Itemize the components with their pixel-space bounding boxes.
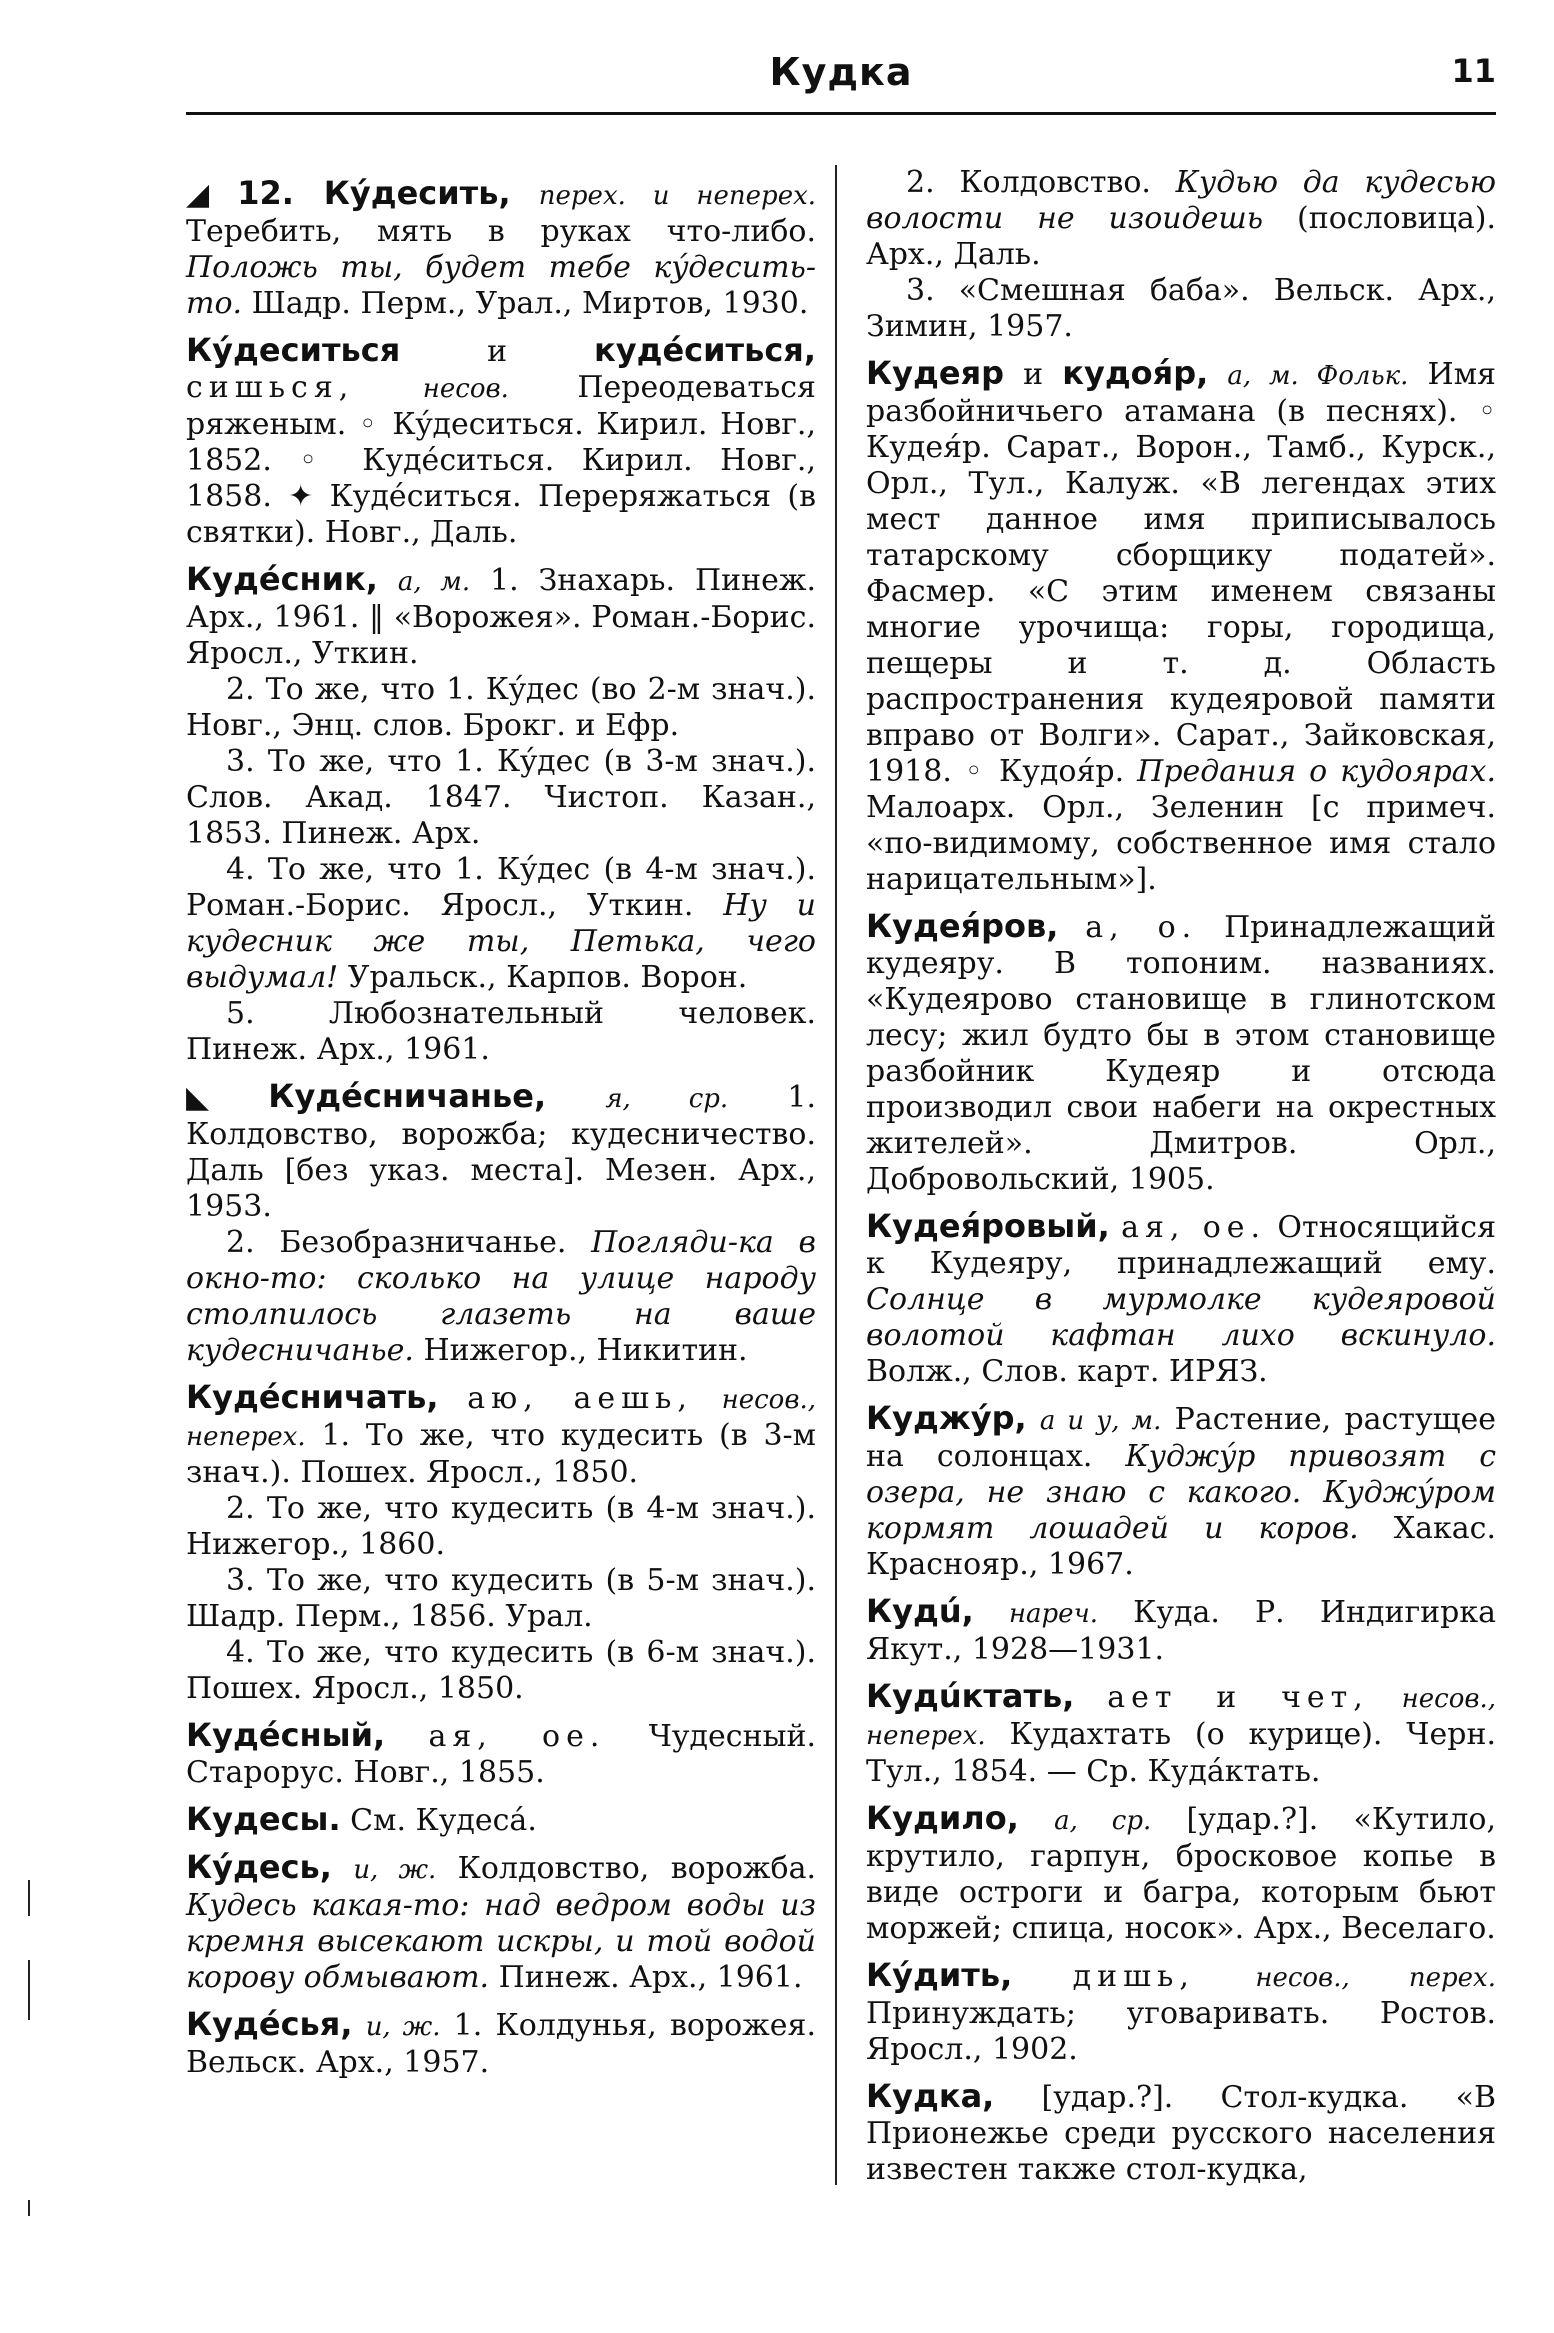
dictionary-entry [866,355,1496,898]
entry-sense [186,744,816,852]
source-reference: Волж., Слов. карт. ИРЯЗ. [866,1354,1268,1389]
source-reference: Уральск., Карпов. Ворон. [347,960,748,995]
sense-text: 2. То же, что кудесить (в 4-м знач.). Нижегор., 1860. [186,1491,816,1562]
grammar-label: а, м. [397,567,471,597]
definition: См. Кудесá. [350,1803,537,1838]
grammar-label: перех. и неперех. [538,181,817,211]
margin-tick [28,1960,30,2020]
inflection-forms: ая, ое. [1121,1210,1267,1245]
dictionary-entry [866,1800,1496,1947]
definition: Относящийся к Кудеяру, принадлежащий ему. [866,1210,1496,1281]
usage-example: Солнце в мурмолке кудеяровой волотой кафтан лихо вскинуло. [866,1282,1496,1353]
sense-text: 4. То же, что 1. Кýдес (в 4-м знач.). Роман.-Борис. Яросл., Уткин. [186,852,816,923]
dictionary-entry [186,2006,816,2081]
entry-sense [186,996,816,1068]
definition: Кудахтать (о курице). Черн. Тул., 1854. — Ср. Кудáктать. [866,1717,1496,1789]
sense-text: 3. «Смешная баба». Вельск. Арх., Зимин, 1957. [866,273,1496,344]
entry-sense [186,1635,816,1707]
definition: 1. Колдовство, ворожба; кудесничество. Даль [без указ. места]. Мезен. Арх., 1953. [186,1080,817,1224]
inflection-forms: ает и чет, [1107,1680,1369,1715]
dictionary-entry [186,332,816,551]
dictionary-entry [866,908,1496,1198]
grammar-label: несов., неперех. [186,1385,816,1452]
dictionary-entry [186,1078,816,1225]
definition: [удар.?]. «Кутило, крутило, гарпун, бросковое копье в виде остроги и багра, которым бьют моржей; спица, носок». Арх., Веселаго. [866,1802,1496,1946]
margin-tick [28,2200,30,2216]
dictionary-entry [186,175,816,322]
usage-example: Кудью да кудесью волости не изоидешь [866,165,1496,236]
sense-text: 3. То же, что кудесить (в 5-м знач.). Шадр. Перм., 1856. Урал. [186,1563,816,1634]
dictionary-entry [866,1678,1496,1790]
usage-example: Предания о кудоярах. [1137,754,1496,789]
page-number: 11 [1451,52,1496,90]
definition: Теребить, мять в руках что-либо. [186,214,816,249]
sense-text: 2. Безобразничанье. [226,1225,567,1260]
inflection-forms: аю, аешь, [467,1381,693,1416]
headword: Кудéсник, [186,560,378,598]
headword: Кýдить, [866,1956,1013,1994]
dictionary-entry [866,1593,1496,1668]
headword-variant: кудéситься, [594,331,816,369]
grammar-label: несов., неперех. [866,1684,1497,1751]
source-reference: Шадр. Перм., Урал., Миртов, 1930. [251,286,809,321]
inflection-forms: дишь, [1072,1959,1195,1994]
dictionary-entry [186,1849,816,1996]
headword: Кудéсничанье, [268,1077,547,1115]
entry-sense [866,273,1496,345]
sense-text: 4. То же, что кудесить (в 6-м знач.). Пошех. Яросл., 1850. [186,1635,816,1706]
source-reference: Пинеж. Арх., 1961. [498,1960,803,1995]
usage-example: Ну и кудесник же ты, Петька, чего выдумал! [186,888,816,995]
entry-sense [186,1563,816,1635]
headword: Кудéсничать, [186,1378,439,1416]
headword: Кудка, [866,2077,995,2115]
headword: Кудéсный, [186,1716,386,1754]
entry-sense [866,165,1496,273]
source-reference: Хакас. Краснояр., 1967. [866,1511,1496,1582]
headword: Кýдеситься [186,331,401,369]
usage-example: Погляди-ка в окно-то: сколько на улице народу столпилось глазеть на ваше кудесничанье. [186,1225,816,1368]
inflection-forms: ая, ое. [428,1719,606,1754]
grammar-label: а, ср. [1054,1806,1152,1836]
inflection-forms: сишься, [186,370,355,405]
grammar-label: несов. [422,374,509,404]
definition: Переодеваться ряженым. ◦ Кýдеситься. Кирил. Новг., 1852. ◦ Кудéситься. Кирил. Новг., 1858. ✦ Кудéситься. Переряжаться (в святки). Новг., Даль. [186,370,816,550]
entry-sense [186,852,816,996]
source-reference: Малоарх. Орл., Зеленин [с примеч. «по-видимому, собственное имя стало нарицательным»]. [866,790,1496,897]
grammar-label: нареч. [1008,1599,1099,1629]
dictionary-entry [186,1717,816,1791]
dictionary-entry [186,1801,816,1839]
definition: 1. То же, что кудесить (в 3-м знач.). Пошех. Яросл., 1850. [186,1418,817,1490]
dictionary-entry [186,1379,816,1491]
headword: Кудило, [866,1799,1019,1837]
usage-example: Положь ты, будет тебе кýдесить-то. [186,250,816,321]
source-reference: Нижегор., Никитин. [423,1333,748,1368]
headword-variant: кудоя́р, [1062,354,1209,392]
grammar-label: и, ж. [365,2012,441,2042]
headword: Кудéсья, [186,2005,353,2043]
left-column [186,165,816,2081]
usage-example: Куджýр привозят с озера, не знаю с какого. Куджýром кормят лошадей и коров. [866,1439,1496,1546]
definition: Растение, растущее на солонцах. [866,1402,1496,1474]
entry-marker-icon: ◢ [186,177,210,212]
headword: Кудесы. [186,1800,341,1838]
grammar-label: я, ср. [605,1084,729,1114]
grammar-label: и, ж. [353,1855,437,1885]
dictionary-entry [866,1400,1496,1583]
headword: Кýдесь, [186,1848,332,1886]
page-header [186,50,1496,112]
grammar-label: несов., перех. [1255,1963,1496,1993]
definition: Чудесный. Старорус. Новг., 1855. [186,1719,816,1790]
margin-tick [28,1880,30,1916]
dictionary-entry [866,1957,1496,2068]
entry-sense [186,672,816,744]
source-reference: (пословица). Арх., Даль. [866,201,1496,272]
dictionary-entry [866,2078,1496,2188]
headword: Кудú, [866,1592,974,1630]
headword: Кудея́ров, [866,907,1059,945]
entry-sense [186,1225,816,1369]
definition: Куда. Р. Индигирка Якут., 1928—1931. [866,1595,1496,1667]
entry-sense [186,1491,816,1563]
dictionary-entry [866,1208,1496,1390]
definition: Имя разбойничьего атамана (в песнях). ◦ Кудея́р. Сарат., Ворон., Тамб., Курск., Орл., Тул., Калуж. «В легендах этих мест данное имя приписывалось татарскому сборщику податей». Фасмер. «С этим именем связаны многие урочища: горы, городища, пещеры и т. д. Область распространения кудеяровой памяти вправо от Волги». Сарат., Зайковская, 1918. ◦ Кудоя́р. [866,357,1496,789]
entry-marker-icon: ◣ [186,1080,210,1115]
definition: Принуждать; уговаривать. Ростов. Яросл., 1902. [866,1996,1496,2067]
sense-text: 2. Колдовство. [906,165,1151,200]
running-head: Кудка [769,50,913,94]
sense-text: 5. Любознательный человек. Пинеж. Арх., 1961. [186,996,816,1067]
conjunction: и [400,334,595,369]
definition: Колдовство, ворожба. [457,1851,816,1886]
right-column [866,165,1496,2188]
conjunction: и [1004,357,1063,392]
grammar-label: а, м. Фольк. [1227,361,1409,391]
headword: Кудея́ровый, [866,1207,1110,1245]
column-divider [835,165,837,2185]
sense-text: 2. То же, что 1. Кýдес (во 2-м знач.). Новг., Энц. слов. Брокг. и Ефр. [186,672,816,743]
definition: Принадлежащий кудеяру. В топоним. названиях. «Кудеярово становище в глинотском лесу; жил будто бы в этом становище разбойник Кудеяр и отсюда производил свои набеги на окрестных жителей». Дмитров. Орл., Добровольский, 1905. [866,910,1496,1197]
definition: 1. Колдунья, ворожея. Вельск. Арх., 1957. [186,2008,816,2080]
headword: 12. Кýдесить, [237,174,511,212]
dictionary-entry [186,561,816,672]
headword: Кудеяр [866,354,1005,392]
inflection-forms: а, о. [1085,910,1198,945]
definition: [удар.?]. Стол-кудка. «В Приoнежье среди русского населения известен также стол-кудка, [866,2080,1496,2187]
headword: Куджýр, [866,1399,1027,1437]
sense-text: 3. То же, что 1. Кýдес (в 3-м знач.). Слов. Акад. 1847. Чистоп. Казан., 1853. Пинеж. Арх. [186,744,816,851]
grammar-label: а и у, м. [1039,1406,1162,1436]
header-rule [186,112,1496,115]
definition: 1. Знахарь. Пинеж. Арх., 1961. ‖ «Ворожея». Роман.-Борис. Яросл., Уткин. [186,563,816,671]
usage-example: Кудесь какая-то: над ведром воды из кремня высекают искры, и той водой корову обмывают. [186,1888,816,1995]
headword: Кудúктать, [866,1677,1075,1715]
